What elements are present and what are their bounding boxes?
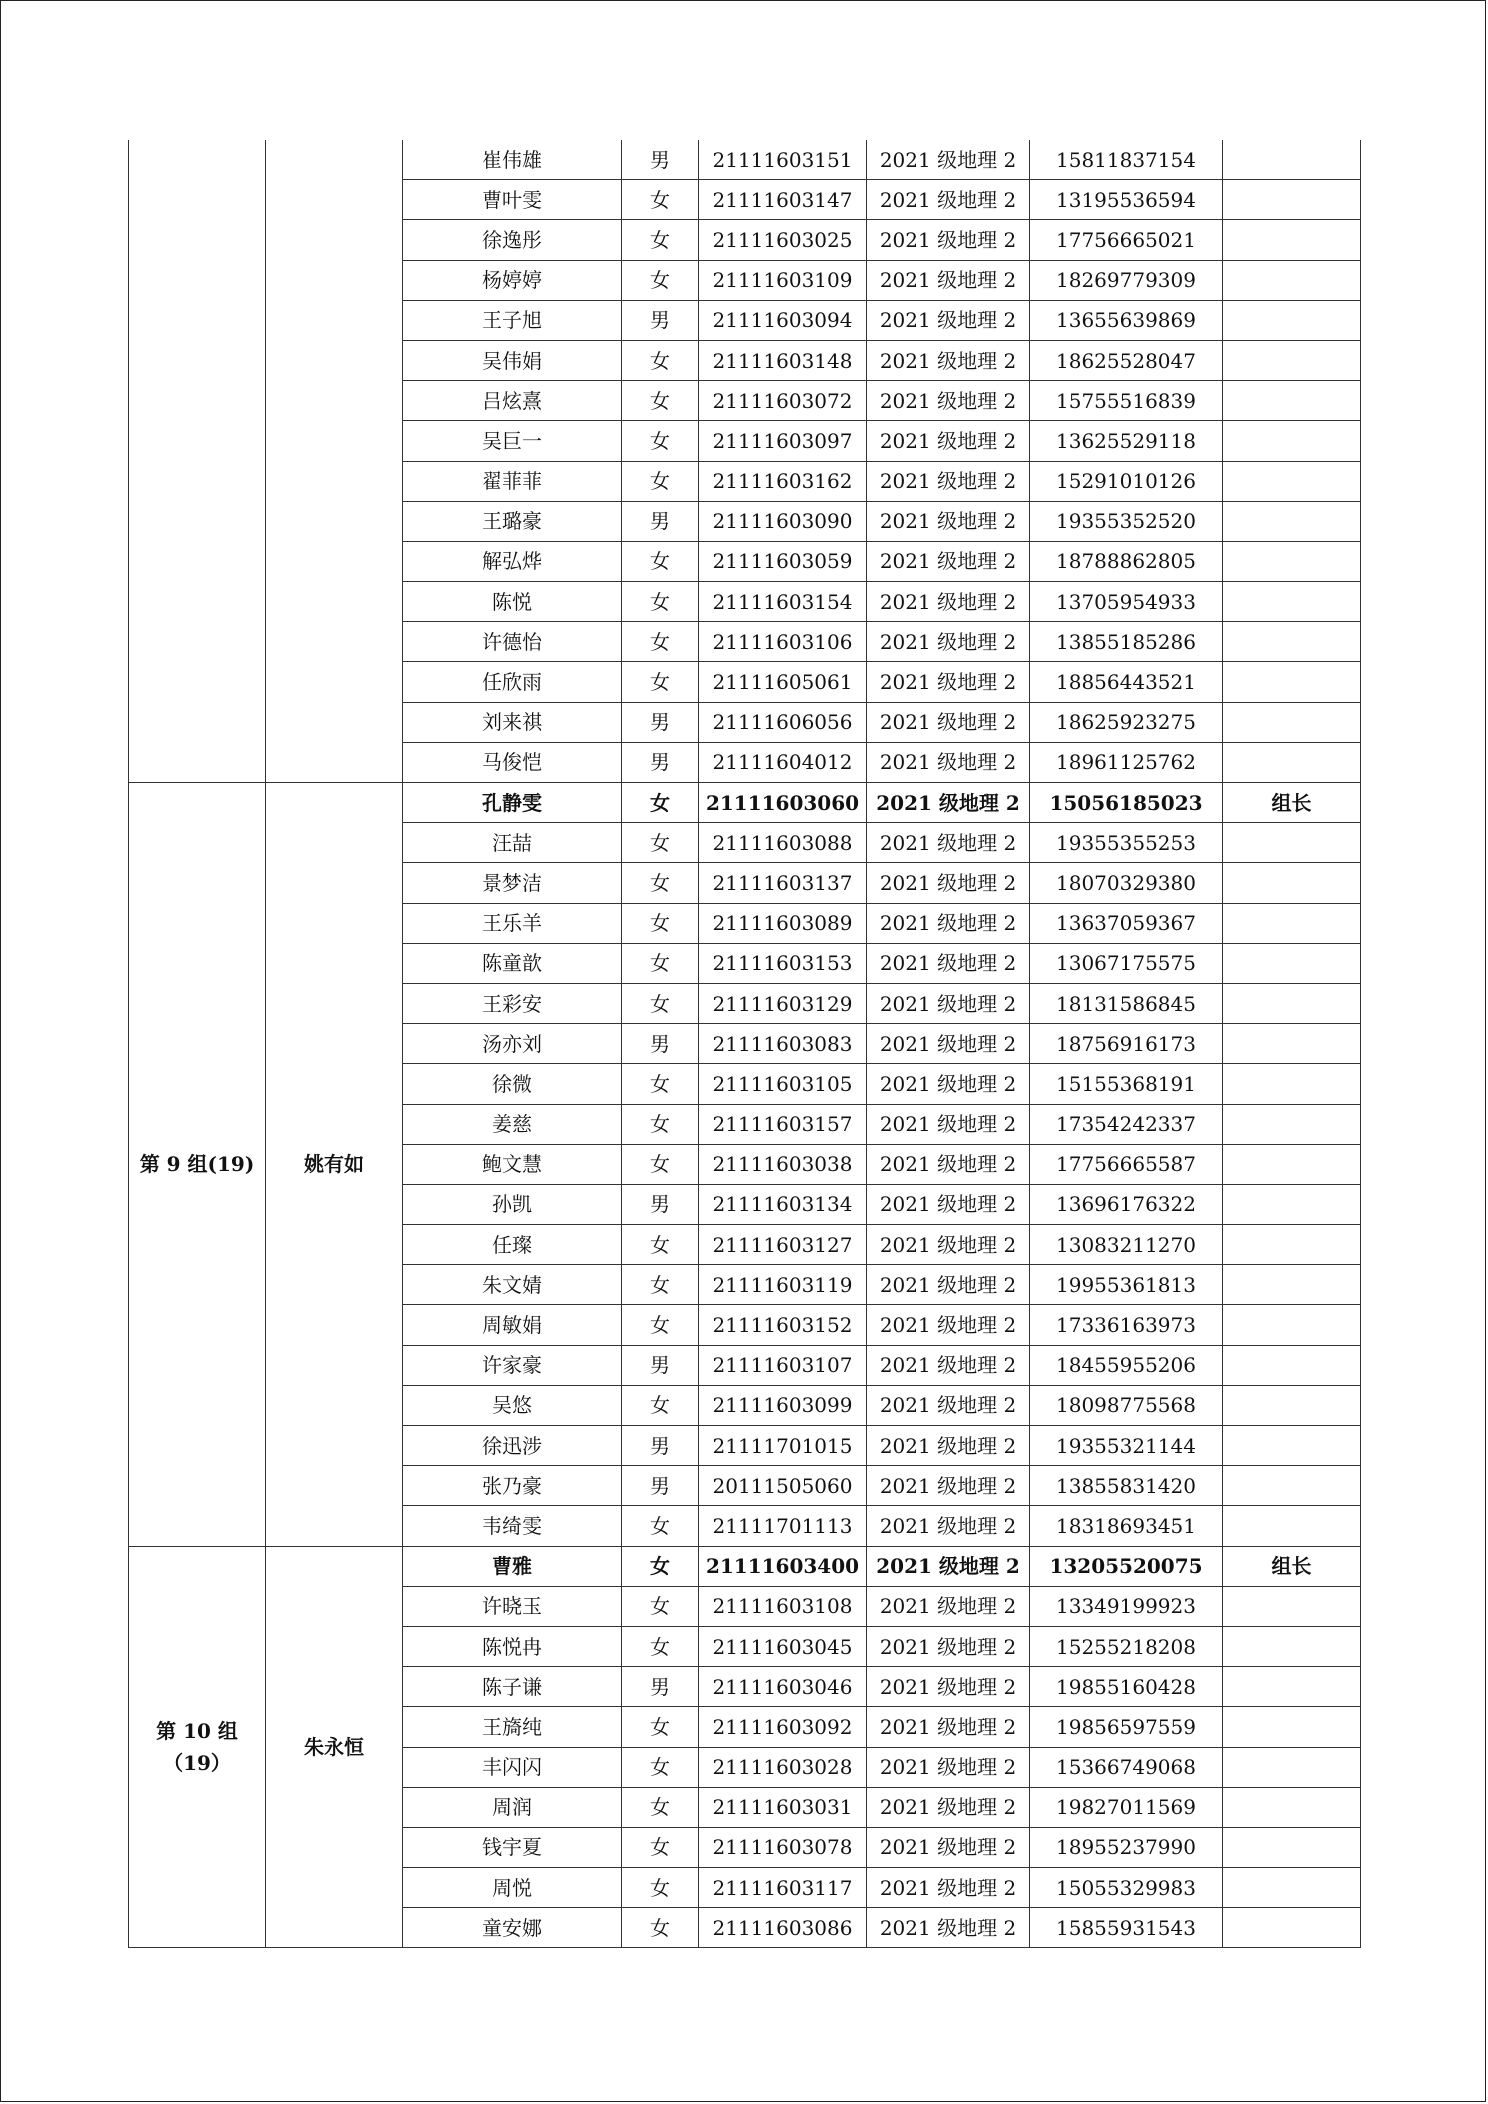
member-student-id: 21111606056 [699,702,867,742]
member-role: 组长 [1223,783,1361,823]
member-student-id: 21111603025 [699,220,867,260]
member-gender: 男 [622,1667,699,1707]
member-gender: 女 [622,1144,699,1184]
member-role [1223,1024,1361,1064]
group-advisor: 朱永恒 [266,1546,403,1948]
member-class: 2021 级地理 2 [867,1385,1030,1425]
member-gender: 女 [622,1707,699,1747]
member-student-id: 21111603107 [699,1345,867,1385]
member-class: 2021 级地理 2 [867,903,1030,943]
member-name: 吕炫熹 [403,381,622,421]
member-gender: 女 [622,220,699,260]
member-phone: 13067175575 [1030,943,1223,983]
member-class: 2021 级地理 2 [867,541,1030,581]
member-role [1223,381,1361,421]
member-name: 王璐豪 [403,501,622,541]
member-name: 陈悦冉 [403,1626,622,1666]
member-phone: 19827011569 [1030,1787,1223,1827]
member-phone: 18961125762 [1030,742,1223,782]
member-gender: 女 [622,662,699,702]
member-name: 陈子谦 [403,1667,622,1707]
member-role [1223,1868,1361,1908]
member-phone: 19355321144 [1030,1426,1223,1466]
member-role [1223,1104,1361,1144]
member-role [1223,1626,1361,1666]
member-role [1223,1305,1361,1345]
member-name: 吴巨一 [403,421,622,461]
member-phone: 18131586845 [1030,983,1223,1023]
member-name: 陈悦 [403,582,622,622]
member-student-id: 21111603106 [699,622,867,662]
member-gender: 女 [622,903,699,943]
member-student-id: 21111603108 [699,1586,867,1626]
member-phone: 18856443521 [1030,662,1223,702]
member-role [1223,1466,1361,1506]
member-gender: 女 [622,983,699,1023]
table-row [129,783,1361,823]
member-name: 马俊恺 [403,742,622,782]
member-gender: 男 [622,1466,699,1506]
member-class: 2021 级地理 2 [867,180,1030,220]
member-gender: 女 [622,1305,699,1345]
member-role [1223,903,1361,943]
member-class: 2021 级地理 2 [867,702,1030,742]
member-role [1223,582,1361,622]
member-student-id: 21111701113 [699,1506,867,1546]
member-phone: 15056185023 [1030,783,1223,823]
member-name: 解弘烨 [403,541,622,581]
member-name: 曹叶雯 [403,180,622,220]
member-class: 2021 级地理 2 [867,1787,1030,1827]
member-class: 2021 级地理 2 [867,622,1030,662]
member-role [1223,1144,1361,1184]
member-student-id: 21111603059 [699,541,867,581]
member-student-id: 21111605061 [699,662,867,702]
member-name: 许德怡 [403,622,622,662]
member-role [1223,983,1361,1023]
member-phone: 13696176322 [1030,1184,1223,1224]
member-student-id: 21111603400 [699,1546,867,1586]
member-gender: 女 [622,622,699,662]
group-advisor [266,140,403,783]
member-class: 2021 级地理 2 [867,1747,1030,1787]
member-role: 组长 [1223,1546,1361,1586]
member-name: 徐逸彤 [403,220,622,260]
member-phone: 18788862805 [1030,541,1223,581]
member-gender: 女 [622,461,699,501]
member-class: 2021 级地理 2 [867,1225,1030,1265]
member-phone: 18955237990 [1030,1827,1223,1867]
member-gender: 女 [622,541,699,581]
member-role [1223,1225,1361,1265]
member-phone: 19856597559 [1030,1707,1223,1747]
member-phone: 18625528047 [1030,340,1223,380]
member-gender: 男 [622,1024,699,1064]
member-phone: 13855831420 [1030,1466,1223,1506]
member-phone: 13637059367 [1030,903,1223,943]
member-class: 2021 级地理 2 [867,1626,1030,1666]
member-student-id: 21111603086 [699,1908,867,1948]
member-gender: 女 [622,1225,699,1265]
member-phone: 15055329983 [1030,1868,1223,1908]
member-class: 2021 级地理 2 [867,1827,1030,1867]
member-student-id: 21111603105 [699,1064,867,1104]
member-student-id: 21111603117 [699,1868,867,1908]
member-student-id: 21111603089 [699,903,867,943]
member-class: 2021 级地理 2 [867,1144,1030,1184]
member-phone: 17756665021 [1030,220,1223,260]
member-class: 2021 级地理 2 [867,1466,1030,1506]
member-name: 韦绮雯 [403,1506,622,1546]
member-phone: 15255218208 [1030,1626,1223,1666]
member-name: 许家豪 [403,1345,622,1385]
member-role [1223,742,1361,782]
member-phone: 17354242337 [1030,1104,1223,1144]
member-gender: 女 [622,381,699,421]
member-class: 2021 级地理 2 [867,381,1030,421]
member-class: 2021 级地理 2 [867,1506,1030,1546]
member-name: 崔伟雄 [403,140,622,180]
member-name: 徐微 [403,1064,622,1104]
member-gender: 女 [622,260,699,300]
member-phone: 18625923275 [1030,702,1223,742]
member-student-id: 21111603154 [699,582,867,622]
member-role [1223,461,1361,501]
member-student-id: 21111603147 [699,180,867,220]
member-name: 吴悠 [403,1385,622,1425]
member-gender: 男 [622,702,699,742]
member-gender: 女 [622,340,699,380]
member-phone: 17756665587 [1030,1144,1223,1184]
member-student-id: 21111604012 [699,742,867,782]
member-name: 朱文婧 [403,1265,622,1305]
member-name: 吴伟娟 [403,340,622,380]
group-advisor: 姚有如 [266,783,403,1547]
member-student-id: 21111603099 [699,1385,867,1425]
member-phone: 19855160428 [1030,1667,1223,1707]
member-role [1223,1064,1361,1104]
member-role [1223,1184,1361,1224]
member-role [1223,541,1361,581]
member-student-id: 21111603028 [699,1747,867,1787]
member-role [1223,702,1361,742]
member-student-id: 21111603045 [699,1626,867,1666]
member-gender: 女 [622,1626,699,1666]
member-student-id: 21111603092 [699,1707,867,1747]
member-class: 2021 级地理 2 [867,1707,1030,1747]
member-name: 杨婷婷 [403,260,622,300]
member-role [1223,1265,1361,1305]
member-name: 曹雅 [403,1546,622,1586]
member-student-id: 21111603090 [699,501,867,541]
member-class: 2021 级地理 2 [867,461,1030,501]
member-student-id: 21111603137 [699,863,867,903]
member-name: 陈童歆 [403,943,622,983]
member-gender: 男 [622,140,699,180]
member-class: 2021 级地理 2 [867,260,1030,300]
member-class: 2021 级地理 2 [867,1265,1030,1305]
member-class: 2021 级地理 2 [867,1104,1030,1144]
member-student-id: 21111603072 [699,381,867,421]
member-name: 徐迅涉 [403,1426,622,1466]
member-gender: 女 [622,1546,699,1586]
member-phone: 15811837154 [1030,140,1223,180]
member-name: 许晓玉 [403,1586,622,1626]
member-phone: 13205520075 [1030,1546,1223,1586]
roster-body [129,140,1361,1948]
member-class: 2021 级地理 2 [867,1345,1030,1385]
member-phone: 15755516839 [1030,381,1223,421]
member-phone: 19355352520 [1030,501,1223,541]
member-phone: 13195536594 [1030,180,1223,220]
member-role [1223,1908,1361,1948]
member-gender: 男 [622,501,699,541]
member-class: 2021 级地理 2 [867,340,1030,380]
member-class: 2021 级地理 2 [867,1546,1030,1586]
member-student-id: 21111603129 [699,983,867,1023]
member-role [1223,622,1361,662]
member-class: 2021 级地理 2 [867,1908,1030,1948]
member-role [1223,1707,1361,1747]
member-gender: 女 [622,1385,699,1425]
member-name: 王旖纯 [403,1707,622,1747]
member-role [1223,180,1361,220]
group-label-text: 第 10 组 [156,1719,238,1743]
member-role [1223,1426,1361,1466]
member-role [1223,501,1361,541]
member-gender: 女 [622,1265,699,1305]
member-gender: 女 [622,783,699,823]
member-role [1223,340,1361,380]
member-student-id: 21111603078 [699,1827,867,1867]
member-student-id: 21111603038 [699,1144,867,1184]
member-gender: 女 [622,582,699,622]
member-student-id: 21111603109 [699,260,867,300]
member-phone: 18070329380 [1030,863,1223,903]
member-role [1223,1385,1361,1425]
member-phone: 13083211270 [1030,1225,1223,1265]
member-name: 周悦 [403,1868,622,1908]
member-role [1223,1506,1361,1546]
member-phone: 18269779309 [1030,260,1223,300]
member-name: 王乐羊 [403,903,622,943]
member-phone: 13705954933 [1030,582,1223,622]
member-gender: 女 [622,1064,699,1104]
member-name: 张乃豪 [403,1466,622,1506]
member-gender: 女 [622,1787,699,1827]
member-role [1223,220,1361,260]
member-name: 汪喆 [403,823,622,863]
member-phone: 15155368191 [1030,1064,1223,1104]
member-class: 2021 级地理 2 [867,742,1030,782]
member-student-id: 21111603119 [699,1265,867,1305]
member-role [1223,1827,1361,1867]
member-name: 孔静雯 [403,783,622,823]
member-gender: 女 [622,1908,699,1948]
member-gender: 男 [622,742,699,782]
member-name: 周敏娟 [403,1305,622,1345]
member-student-id: 21111603162 [699,461,867,501]
member-class: 2021 级地理 2 [867,1586,1030,1626]
member-class: 2021 级地理 2 [867,140,1030,180]
group-label [129,1546,266,1948]
member-class: 2021 级地理 2 [867,1305,1030,1345]
member-gender: 女 [622,863,699,903]
member-phone: 13655639869 [1030,300,1223,340]
member-class: 2021 级地理 2 [867,1184,1030,1224]
member-phone: 15366749068 [1030,1747,1223,1787]
member-name: 鲍文慧 [403,1144,622,1184]
member-student-id: 21111603097 [699,421,867,461]
table-row [129,1546,1361,1586]
member-role [1223,140,1361,180]
member-name: 刘来祺 [403,702,622,742]
member-phone: 13349199923 [1030,1586,1223,1626]
member-phone: 18756916173 [1030,1024,1223,1064]
member-role [1223,662,1361,702]
member-student-id: 21111603083 [699,1024,867,1064]
member-student-id: 21111701015 [699,1426,867,1466]
member-name: 童安娜 [403,1908,622,1948]
member-student-id: 21111603152 [699,1305,867,1345]
member-name: 翟菲菲 [403,461,622,501]
member-role [1223,943,1361,983]
member-phone: 18098775568 [1030,1385,1223,1425]
group-label [129,140,266,783]
member-gender: 女 [622,823,699,863]
member-student-id: 21111603134 [699,1184,867,1224]
member-class: 2021 级地理 2 [867,863,1030,903]
member-name: 钱宇夏 [403,1827,622,1867]
group-label [129,783,266,1547]
member-gender: 女 [622,180,699,220]
member-gender: 女 [622,1868,699,1908]
member-class: 2021 级地理 2 [867,823,1030,863]
member-gender: 女 [622,421,699,461]
roster-table [128,140,1361,1948]
member-class: 2021 级地理 2 [867,421,1030,461]
member-class: 2021 级地理 2 [867,220,1030,260]
member-class: 2021 级地理 2 [867,1024,1030,1064]
member-class: 2021 级地理 2 [867,662,1030,702]
member-student-id: 21111603060 [699,783,867,823]
member-phone: 18455955206 [1030,1345,1223,1385]
member-gender: 女 [622,1586,699,1626]
table-row [129,140,1361,180]
member-class: 2021 级地理 2 [867,1667,1030,1707]
member-phone: 17336163973 [1030,1305,1223,1345]
member-name: 王彩安 [403,983,622,1023]
member-name: 任欣雨 [403,662,622,702]
member-role [1223,1345,1361,1385]
member-class: 2021 级地理 2 [867,1064,1030,1104]
member-gender: 女 [622,1827,699,1867]
member-student-id: 21111603151 [699,140,867,180]
member-phone: 15855931543 [1030,1908,1223,1948]
member-student-id: 20111505060 [699,1466,867,1506]
member-name: 丰闪闪 [403,1747,622,1787]
member-class: 2021 级地理 2 [867,582,1030,622]
member-role [1223,1667,1361,1707]
member-role [1223,260,1361,300]
member-class: 2021 级地理 2 [867,943,1030,983]
member-role [1223,863,1361,903]
member-phone: 19355355253 [1030,823,1223,863]
member-gender: 男 [622,300,699,340]
member-class: 2021 级地理 2 [867,1868,1030,1908]
member-student-id: 21111603094 [699,300,867,340]
member-name: 汤亦刘 [403,1024,622,1064]
member-phone: 19955361813 [1030,1265,1223,1305]
member-class: 2021 级地理 2 [867,1426,1030,1466]
group-label-text: 第 9 组(19) [139,1152,255,1177]
member-gender: 女 [622,1747,699,1787]
member-class: 2021 级地理 2 [867,783,1030,823]
member-name: 景梦洁 [403,863,622,903]
member-student-id: 21111603148 [699,340,867,380]
member-phone: 13625529118 [1030,421,1223,461]
member-student-id: 21111603046 [699,1667,867,1707]
member-role [1223,1787,1361,1827]
member-gender: 男 [622,1345,699,1385]
member-gender: 女 [622,1104,699,1144]
member-student-id: 21111603088 [699,823,867,863]
member-gender: 女 [622,943,699,983]
member-name: 姜慈 [403,1104,622,1144]
member-student-id: 21111603031 [699,1787,867,1827]
member-student-id: 21111603157 [699,1104,867,1144]
member-phone: 15291010126 [1030,461,1223,501]
member-gender: 女 [622,1506,699,1546]
member-gender: 男 [622,1426,699,1466]
member-class: 2021 级地理 2 [867,983,1030,1023]
member-name: 周润 [403,1787,622,1827]
group-label-count: （19） [163,1751,231,1775]
member-gender: 男 [622,1184,699,1224]
member-name: 王子旭 [403,300,622,340]
member-student-id: 21111603153 [699,943,867,983]
member-role [1223,300,1361,340]
member-phone: 13855185286 [1030,622,1223,662]
member-student-id: 21111603127 [699,1225,867,1265]
member-role [1223,1586,1361,1626]
member-role [1223,421,1361,461]
member-class: 2021 级地理 2 [867,300,1030,340]
member-role [1223,823,1361,863]
member-phone: 18318693451 [1030,1506,1223,1546]
member-name: 任璨 [403,1225,622,1265]
member-class: 2021 级地理 2 [867,501,1030,541]
member-name: 孙凯 [403,1184,622,1224]
member-role [1223,1747,1361,1787]
